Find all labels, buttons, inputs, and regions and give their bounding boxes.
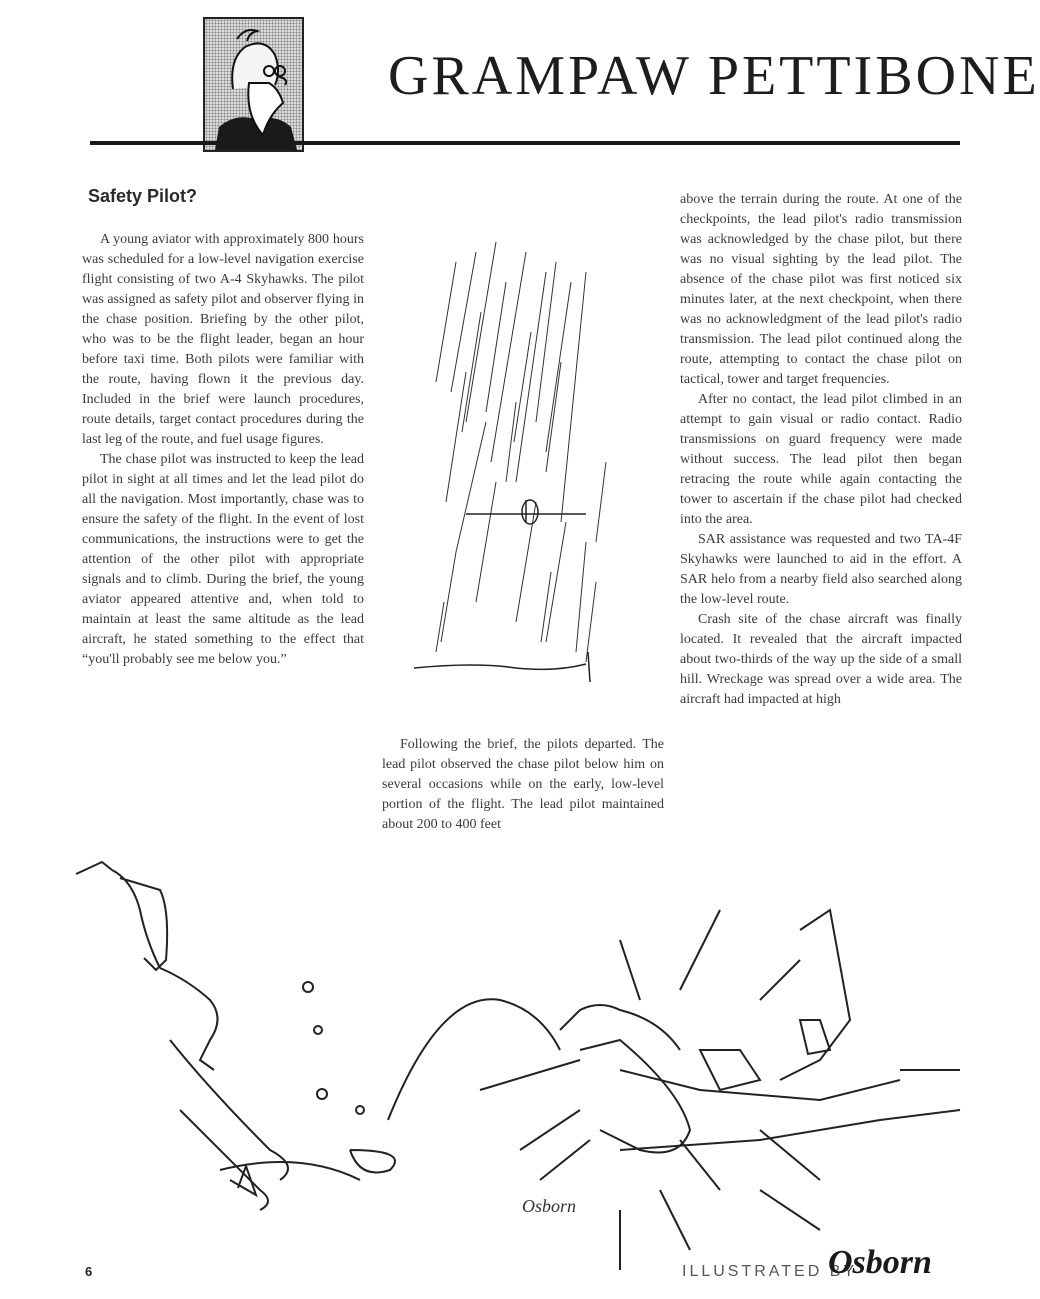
article-column-1 (82, 230, 364, 670)
grampaw-logo (203, 17, 304, 152)
paragraph: A young aviator with approximately 800 hours was scheduled for a low-level navigation exercise flight consisting of two A-4 Skyhawks. The pilot was assigned as safety pilot and observer flying in the chase position. Briefing by the other pilot, who was to be the flight leader, began an hour before taxi time. Both pilots were familiar with the route, having flown it the previous day. Included in the brief were launch procedures, route details, target contact procedures during the last leg of the route, and fuel usage figures. (82, 232, 364, 447)
paragraph: Following the brief, the pilots departed. The lead pilot observed the chase pilot below him on several occasions while on the early, low-level portion of the flight. The lead pilot maintained about 200 to 400 feet (382, 737, 664, 832)
page-title: GRAMPAW PETTIBONE (388, 45, 1040, 107)
grampaw-portrait-icon (205, 19, 302, 150)
paragraph: The chase pilot was instructed to keep the lead pilot in sight at all times and let the lead pilot do all the navigation. Most importantly, chase was to ensure the safety of the flight. In the event of lost communications, the instructions were to get the attention of the other pilot with appropriate signals and to climb. During the brief, the young aviator appeared attentive and, when told to maintain at least the same altitude as the lead aircraft, he stated something to the effect that “you'll probably see me below you.” (82, 452, 364, 667)
article-column-2 (382, 735, 664, 835)
illustrator-signature: Osborn (828, 1244, 932, 1281)
paragraph: Crash site of the chase aircraft was finally located. It revealed that the aircraft impacted about two-thirds of the way up the side of a small hill. Wreckage was spread over a wide area. The aircraft had impacted at high (680, 612, 962, 707)
falling-aircraft-sketch (396, 222, 646, 734)
crash-cartoon-illustration (60, 850, 960, 1250)
paragraph: After no contact, the lead pilot climbed in an attempt to gain visual or radio contact. Radio transmissions on guard frequency were made without success. The lead pilot then began retracing the route while again contacting the tower to ascertain if the chase pilot had checked into the area. (680, 392, 962, 527)
header-rule (90, 141, 960, 145)
paragraph: SAR assistance was requested and two TA-4F Skyhawks were launched to aid in the effort. A SAR helo from a nearby field also searched along the low-level route. (680, 532, 962, 607)
article-heading: Safety Pilot? (88, 186, 198, 206)
paragraph: above the terrain during the route. At one of the checkpoints, the lead pilot's radio transmission was acknowledged by the chase pilot, but there was no visual sighting by the lead pilot. The absence of the chase pilot was first noticed six minutes later, at the next checkpoint, when there was no acknowledgment of the lead pilot's radio transmission. The lead pilot continued along the route, attempting to contact the chase pilot on tactical, tower and target frequencies. (680, 192, 962, 387)
article-column-3 (680, 190, 962, 710)
page-number: 6 (85, 1264, 93, 1279)
illustrator-credit: ILLUSTRATED BY (682, 1263, 858, 1280)
sketch-signature: Osborn (522, 1196, 577, 1216)
